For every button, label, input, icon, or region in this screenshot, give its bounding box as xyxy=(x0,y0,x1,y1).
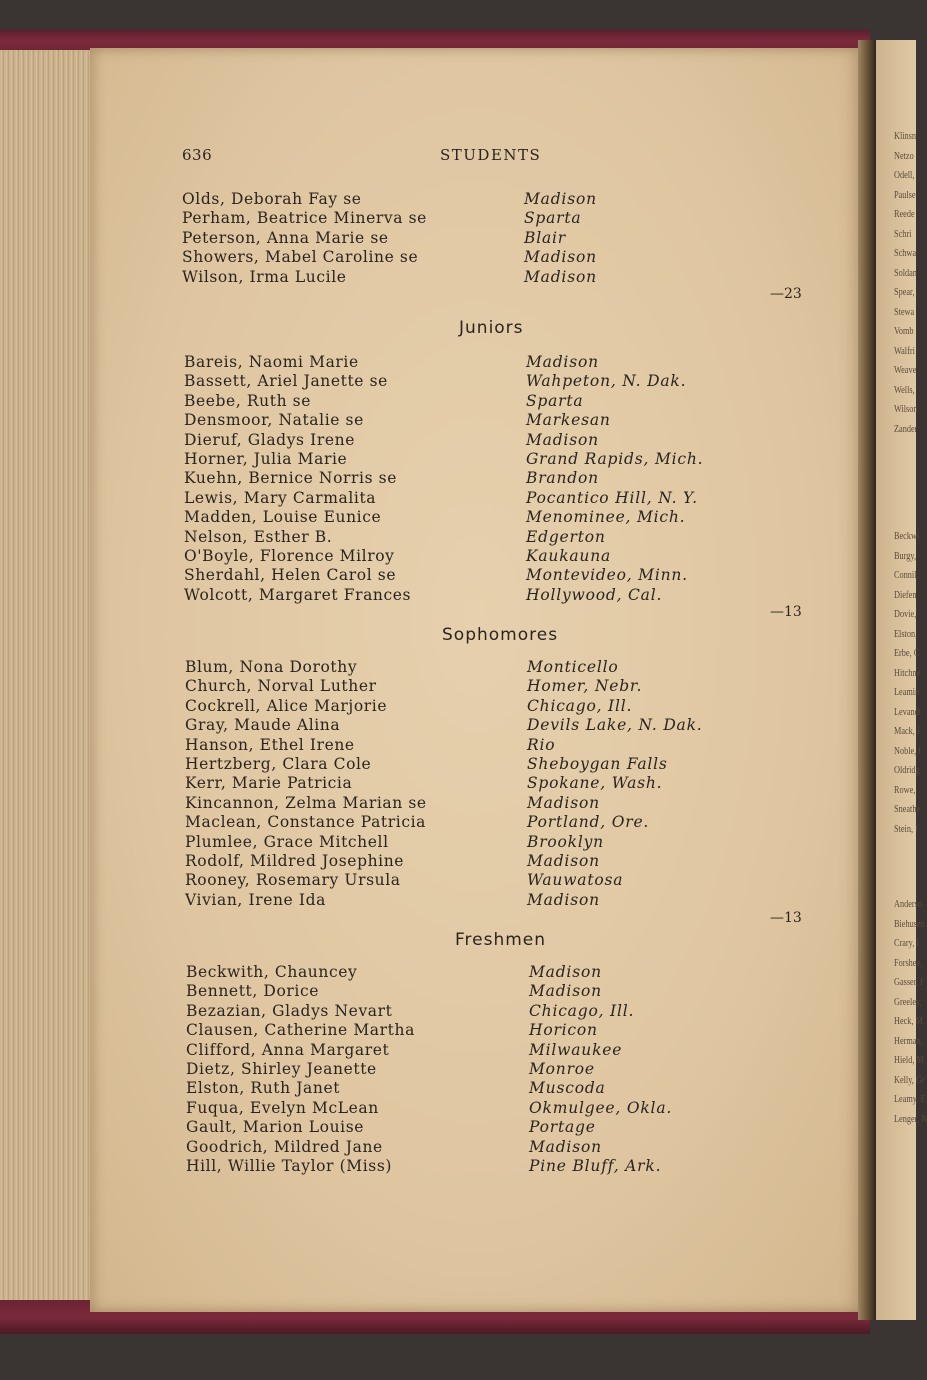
student-name: Clausen, Catherine Martha xyxy=(186,1021,415,1040)
student-row xyxy=(0,891,916,910)
student-row xyxy=(0,1060,916,1079)
student-name: Bareis, Naomi Marie xyxy=(184,353,359,371)
student-name: Clifford, Anna Margaret xyxy=(186,1040,390,1059)
section-heading-juniors: Juniors xyxy=(459,318,524,338)
facing-page-fragment: Gasser, I xyxy=(894,976,923,988)
student-row xyxy=(0,852,916,871)
student-row xyxy=(0,716,916,735)
facing-page-fragment: Oldridg xyxy=(894,764,920,776)
student-row xyxy=(0,833,916,852)
student-row xyxy=(0,1041,916,1060)
facing-page-fragment: Diefen xyxy=(894,588,917,601)
facing-page-fragment: Paulse xyxy=(894,188,916,201)
facing-page-fragment: Spear, xyxy=(894,286,915,298)
student-row xyxy=(0,677,916,696)
facing-page-fragment: Hield, M xyxy=(894,1054,924,1066)
student-name: Fuqua, Evelyn McLean xyxy=(186,1098,379,1117)
student-hometown: Madison xyxy=(529,963,602,981)
student-name: Lewis, Mary Carmalita xyxy=(184,488,377,507)
facing-page-fragment: Beckwi xyxy=(894,530,920,542)
student-row xyxy=(0,1079,916,1098)
facing-page-fragment: Herman, xyxy=(894,1034,923,1047)
facing-page-fragment: Weave xyxy=(894,364,917,376)
facing-page-fragment: Stewa xyxy=(894,305,915,318)
student-hometown: Madison xyxy=(527,890,600,909)
student-name: Bassett, Ariel Janette se xyxy=(184,372,388,391)
student-row xyxy=(0,547,916,566)
facing-page-fragment: Greeley, xyxy=(894,995,922,1008)
facing-page-fragment: Elston, xyxy=(894,627,918,640)
facing-page-fragment: Schwa xyxy=(894,247,916,259)
student-hometown: Chicago, Ill. xyxy=(529,1001,635,1020)
student-hometown: Sheboygan Falls xyxy=(527,755,668,773)
student-hometown: Milwaukee xyxy=(529,1040,623,1059)
student-hometown: Madison xyxy=(524,267,597,286)
student-name: Gray, Maude Alina xyxy=(185,716,341,735)
facing-page-fragment: Reede xyxy=(894,208,915,220)
student-name: Hertzberg, Clara Cole xyxy=(185,755,372,773)
student-hometown: Portage xyxy=(529,1118,596,1137)
student-row xyxy=(0,697,916,716)
page-number: 636 xyxy=(182,146,213,164)
running-head: STUDENTS xyxy=(440,146,542,164)
facing-page-fragment: Crary, I xyxy=(894,937,920,949)
facing-page-fragment: Netzo xyxy=(894,149,914,162)
student-name: Wolcott, Margaret Frances xyxy=(184,585,412,604)
student-row xyxy=(0,1099,916,1118)
student-name: Vivian, Irene Ida xyxy=(185,890,326,909)
facing-page-fragment: Kelly, Gr xyxy=(894,1073,925,1086)
facing-page-fragment: Wells, xyxy=(894,383,915,396)
facing-page-fragment: Forshee, xyxy=(894,956,923,969)
student-name: Dietz, Shirley Jeanette xyxy=(186,1060,377,1078)
facing-page-fragment: Leamin xyxy=(894,686,920,698)
student-row xyxy=(0,1118,916,1137)
student-row xyxy=(0,774,916,793)
student-row xyxy=(0,508,916,527)
student-hometown: Hollywood, Cal. xyxy=(526,585,663,604)
student-row xyxy=(0,755,916,774)
student-hometown: Markesan xyxy=(526,411,611,430)
facing-page-fragment: Noble, I xyxy=(894,744,922,757)
facing-page-fragment: Odell, xyxy=(894,169,915,181)
student-name: Kuehn, Bernice Norris se xyxy=(184,469,397,488)
student-name: Peterson, Anna Marie se xyxy=(182,228,389,247)
facing-page-fragment: Zander xyxy=(894,422,918,435)
student-name: O'Boyle, Florence Milroy xyxy=(184,547,395,565)
section-count-juniors: —13 xyxy=(770,604,802,620)
section-heading-sophomores: Sophomores xyxy=(442,625,559,645)
facing-page-fragment: Anderso xyxy=(894,898,922,910)
facing-page-fragment: Vomb xyxy=(894,325,914,337)
student-name: Rooney, Rosemary Ursula xyxy=(185,871,401,890)
student-row xyxy=(0,411,916,430)
facing-page-fragment: Connil xyxy=(894,569,917,581)
student-name: Hill, Willie Taylor (Miss) xyxy=(186,1157,393,1175)
student-name: Perham, Beatrice Minerva se xyxy=(182,209,427,228)
student-hometown: Madison xyxy=(529,982,602,1001)
student-hometown: Menominee, Mich. xyxy=(526,508,686,527)
student-hometown: Monticello xyxy=(527,658,619,676)
student-hometown: Monroe xyxy=(529,1060,595,1078)
student-hometown: Pine Bluff, Ark. xyxy=(529,1157,662,1175)
student-hometown: Brooklyn xyxy=(527,832,604,851)
student-row xyxy=(0,871,916,890)
facing-page-fragment: Hitchne xyxy=(894,666,921,679)
facing-page-fragment: Klinsn xyxy=(894,130,917,142)
student-name: Madden, Louise Eunice xyxy=(184,508,382,527)
student-row xyxy=(0,450,916,469)
student-row xyxy=(0,982,916,1001)
student-name: Nelson, Esther B. xyxy=(184,527,333,546)
facing-page-fragment: Mack, I xyxy=(894,725,920,737)
facing-page-fragment: Lenger, N xyxy=(894,1112,927,1125)
student-hometown: Rio xyxy=(527,735,556,754)
student-hometown: Grand Rapids, Mich. xyxy=(526,450,704,468)
student-name: Densmoor, Natalie se xyxy=(184,411,364,430)
student-hometown: Wauwatosa xyxy=(527,871,624,890)
facing-page-fragment: Wilson xyxy=(894,403,918,415)
facing-page-fragment: Heck, M xyxy=(894,1015,923,1027)
student-row xyxy=(0,209,916,228)
student-row xyxy=(0,794,916,813)
student-name: Kerr, Marie Patricia xyxy=(185,774,353,793)
student-name: Hanson, Ethel Irene xyxy=(185,735,355,754)
student-row xyxy=(0,392,916,411)
student-hometown: Okmulgee, Okla. xyxy=(529,1098,673,1117)
section-count-seniors: —23 xyxy=(770,286,802,302)
student-row xyxy=(0,489,916,508)
facing-page-fragment: Leamy, E xyxy=(894,1093,926,1105)
student-name: Bezazian, Gladys Nevart xyxy=(186,1001,393,1020)
student-row xyxy=(0,813,916,832)
student-hometown: Horicon xyxy=(529,1021,598,1040)
facing-page-fragment: Stein, I xyxy=(894,822,918,835)
student-hometown: Brandon xyxy=(526,469,599,488)
student-hometown: Muscoda xyxy=(529,1079,606,1098)
student-hometown: Sparta xyxy=(524,209,582,228)
facing-page-fragment: Walfri xyxy=(894,344,915,357)
student-hometown: Chicago, Ill. xyxy=(527,696,633,715)
student-row xyxy=(0,586,916,605)
student-row xyxy=(0,229,916,248)
student-hometown: Devils Lake, N. Dak. xyxy=(527,716,703,735)
student-row xyxy=(0,1157,916,1176)
student-name: Horner, Julia Marie xyxy=(184,450,348,468)
student-name: Showers, Mabel Caroline se xyxy=(182,248,419,267)
student-hometown: Montevideo, Minn. xyxy=(526,566,688,585)
student-name: Gault, Marion Louise xyxy=(186,1118,365,1137)
student-hometown: Pocantico Hill, N. Y. xyxy=(526,488,698,507)
student-hometown: Madison xyxy=(526,353,599,371)
student-row xyxy=(0,1138,916,1157)
student-hometown: Madison xyxy=(529,1137,602,1156)
student-hometown: Madison xyxy=(524,248,597,267)
student-name: Cockrell, Alice Marjorie xyxy=(185,696,388,715)
student-hometown: Madison xyxy=(527,793,600,812)
student-name: Bennett, Dorice xyxy=(186,982,319,1001)
student-hometown: Kaukauna xyxy=(526,547,612,565)
student-name: Church, Norval Luther xyxy=(185,677,377,696)
student-row xyxy=(0,736,916,755)
student-row xyxy=(0,431,916,450)
student-hometown: Portland, Ore. xyxy=(527,813,650,832)
section-count-sophomores: —13 xyxy=(770,910,802,926)
student-row xyxy=(0,372,916,391)
student-name: Goodrich, Mildred Jane xyxy=(186,1137,383,1156)
student-name: Sherdahl, Helen Carol se xyxy=(184,566,397,585)
facing-page-fragment: Rowe, xyxy=(894,783,916,796)
student-name: Olds, Deborah Fay se xyxy=(182,190,362,208)
facing-page-fragment: Soldan xyxy=(894,266,917,279)
student-row xyxy=(0,353,916,372)
student-row xyxy=(0,268,916,287)
student-name: Kincannon, Zelma Marian se xyxy=(185,793,427,812)
student-hometown: Spokane, Wash. xyxy=(527,774,663,793)
facing-page-fragment: Erbe, C xyxy=(894,647,920,659)
student-name: Wilson, Irma Lucile xyxy=(182,267,347,286)
facing-page-fragment: Sneathe xyxy=(894,803,921,815)
student-hometown: Homer, Nebr. xyxy=(527,677,643,696)
student-row xyxy=(0,528,916,547)
student-hometown: Madison xyxy=(527,852,600,870)
student-row xyxy=(0,1021,916,1040)
facing-page-fragment: Schri xyxy=(894,227,912,240)
facing-page-fragment: Levandt xyxy=(894,705,922,718)
student-hometown: Wahpeton, N. Dak. xyxy=(526,372,687,391)
student-name: Beebe, Ruth se xyxy=(184,391,312,410)
student-name: Dieruf, Gladys Irene xyxy=(184,430,355,449)
facing-page-fragment: Dovie, xyxy=(894,608,917,620)
student-row xyxy=(0,190,916,209)
student-name: Plumlee, Grace Mitchell xyxy=(185,832,389,851)
student-row xyxy=(0,469,916,488)
student-hometown: Madison xyxy=(526,430,599,449)
student-name: Blum, Nona Dorothy xyxy=(185,658,358,676)
student-row xyxy=(0,248,916,267)
student-hometown: Sparta xyxy=(526,391,584,410)
student-name: Elston, Ruth Janet xyxy=(186,1079,341,1098)
student-hometown: Madison xyxy=(524,190,597,208)
student-name: Beckwith, Chauncey xyxy=(186,963,358,981)
section-heading-freshmen: Freshmen xyxy=(455,930,547,950)
student-row xyxy=(0,1002,916,1021)
student-row xyxy=(0,566,916,585)
facing-page-fragment: Biehusen xyxy=(894,917,925,930)
student-row xyxy=(0,658,916,677)
student-hometown: Blair xyxy=(524,228,566,247)
facing-page-fragment: Burgy, xyxy=(894,549,917,562)
student-row xyxy=(0,963,916,982)
student-name: Maclean, Constance Patricia xyxy=(185,813,427,832)
student-name: Rodolf, Mildred Josephine xyxy=(185,852,405,870)
student-hometown: Edgerton xyxy=(526,527,606,546)
